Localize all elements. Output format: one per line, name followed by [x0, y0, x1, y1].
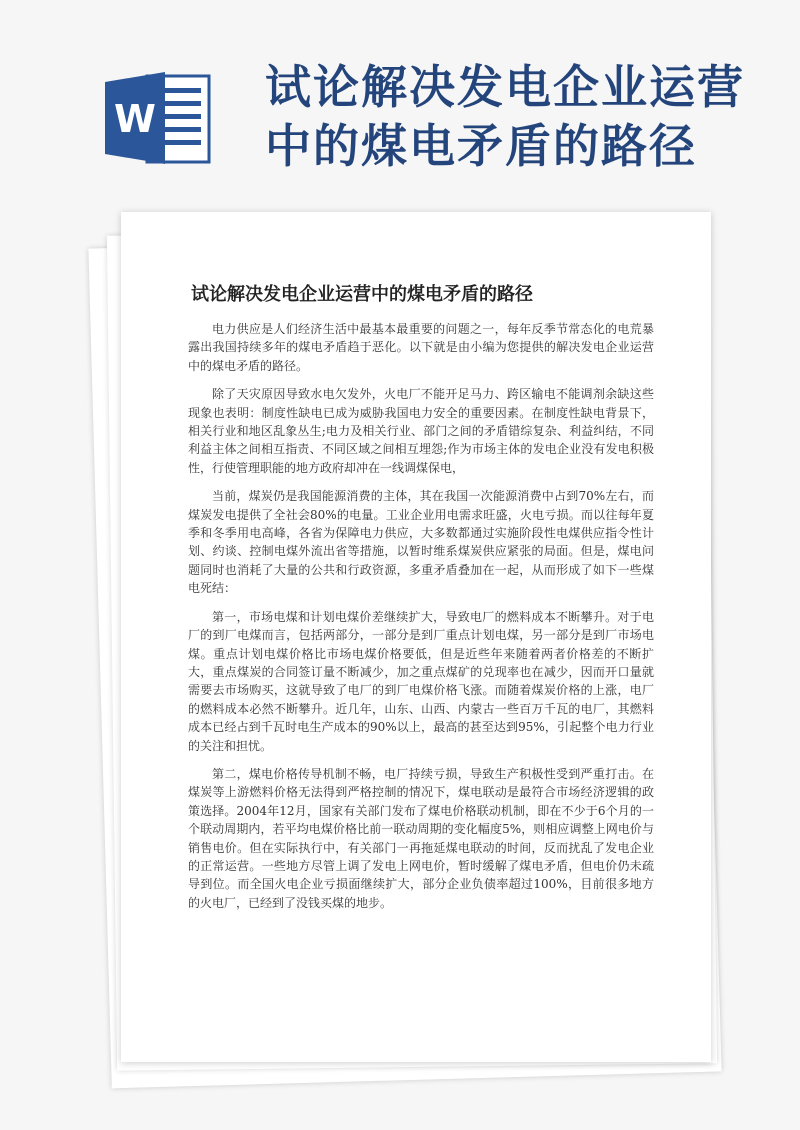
- header-title-line2: 中的煤电矛盾的路径: [265, 119, 697, 173]
- word-icon-letter: W: [114, 97, 156, 141]
- paragraph: 第二，煤电价格传导机制不畅，电厂持续亏损，导致生产积极性受到严重打击。在煤炭等上游燃料价格无法得到严格控制的情况下，煤电联动是最符合市场经济逻辑的政策选择。2004年12月，国家有关部门发布了煤电价格联动机制，即在不少于6个月的一个联动周期内，若平均电煤价格比前一联动周期的变化幅度5%，则相应调整上网电价与销售电价。但在实际执行中，有关部门一再拖延煤电联动的时间，反而扰乱了发电企业的正常运营。一些地方尽管上调了发电上网电价，暂时缓解了煤电矛盾，但电价仍未疏导到位。而全国火电企业亏损面继续扩大，部分企业负债率超过100%，目前很多地方的火电厂，已经到了没钱买煤的地步。: [188, 766, 654, 910]
- document-title: 试论解决发电企业运营中的煤电矛盾的路径: [191, 284, 533, 305]
- document-page: [121, 212, 711, 1062]
- header-title: [265, 58, 785, 176]
- header-title-line1: 试论解决发电企业运营: [265, 60, 745, 114]
- paragraph: 电力供应是人们经济生活中最基本最重要的问题之一，每年反季节常态化的电荒暴露出我国持续多年的煤电矛盾趋于恶化。以下就是由小编为您提供的解决发电企业运营中的煤电矛盾的路径。: [188, 322, 654, 373]
- word-document-icon: [105, 68, 217, 168]
- document-body: [188, 320, 654, 922]
- paragraph: 除了天灾原因导致水电欠发外，火电厂不能开足马力、跨区输电不能调剂余缺这些现象也表明：制度性缺电已成为威胁我国电力安全的重要因素。在制度性缺电背景下，相关行业和地区乱象丛生;电力及相关行业、部门之间的矛盾错综复杂、利益纠结，不同利益主体之间相互指责、不同区域之间相互埋怨;作为市场主体的发电企业没有发电积极性，行使管理职能的地方政府却冲在一线调煤保电，: [188, 387, 654, 475]
- paragraph: 当前，煤炭仍是我国能源消费的主体，其在我国一次能源消费中占到70%左右，而煤炭发电提供了全社会80%的电量。工业企业用电需求旺盛，火电亏损。而以往每年夏季和冬季用电高峰，各省为保障电力供应，大多数都通过实施阶段性电煤供应指令性计划、约谈、控制电煤外流出省等措施，以暂时维系煤炭供应紧张的局面。但是，煤电问题同时也消耗了大量的公共和行政资源，多重矛盾叠加在一起，从而形成了如下一些煤电死结：: [188, 489, 654, 596]
- paragraph: 第一，市场电煤和计划电煤价差继续扩大，导致电厂的燃料成本不断攀升。对于电厂的到厂电煤而言，包括两部分，一部分是到厂重点计划电煤，另一部分是到厂市场电煤。重点计划电煤价格比市场电煤价格要低，但是近些年来随着两者价格差的不断扩大，重点煤炭的合同签订量不断减少，加之重点煤矿的兑现率也在减少，因而开口量就需要去市场购买，这就导致了电厂的到厂电煤价格飞涨。而随着煤炭价格的上涨，电厂的燃料成本必然不断攀升。近几年，山东、山西、内蒙古一些百万千瓦的电厂，其燃料成本已经占到千瓦时电生产成本的90%以上，最高的甚至达到95%，引起整个电力行业的关注和担忧。: [188, 609, 654, 753]
- header: [0, 0, 800, 200]
